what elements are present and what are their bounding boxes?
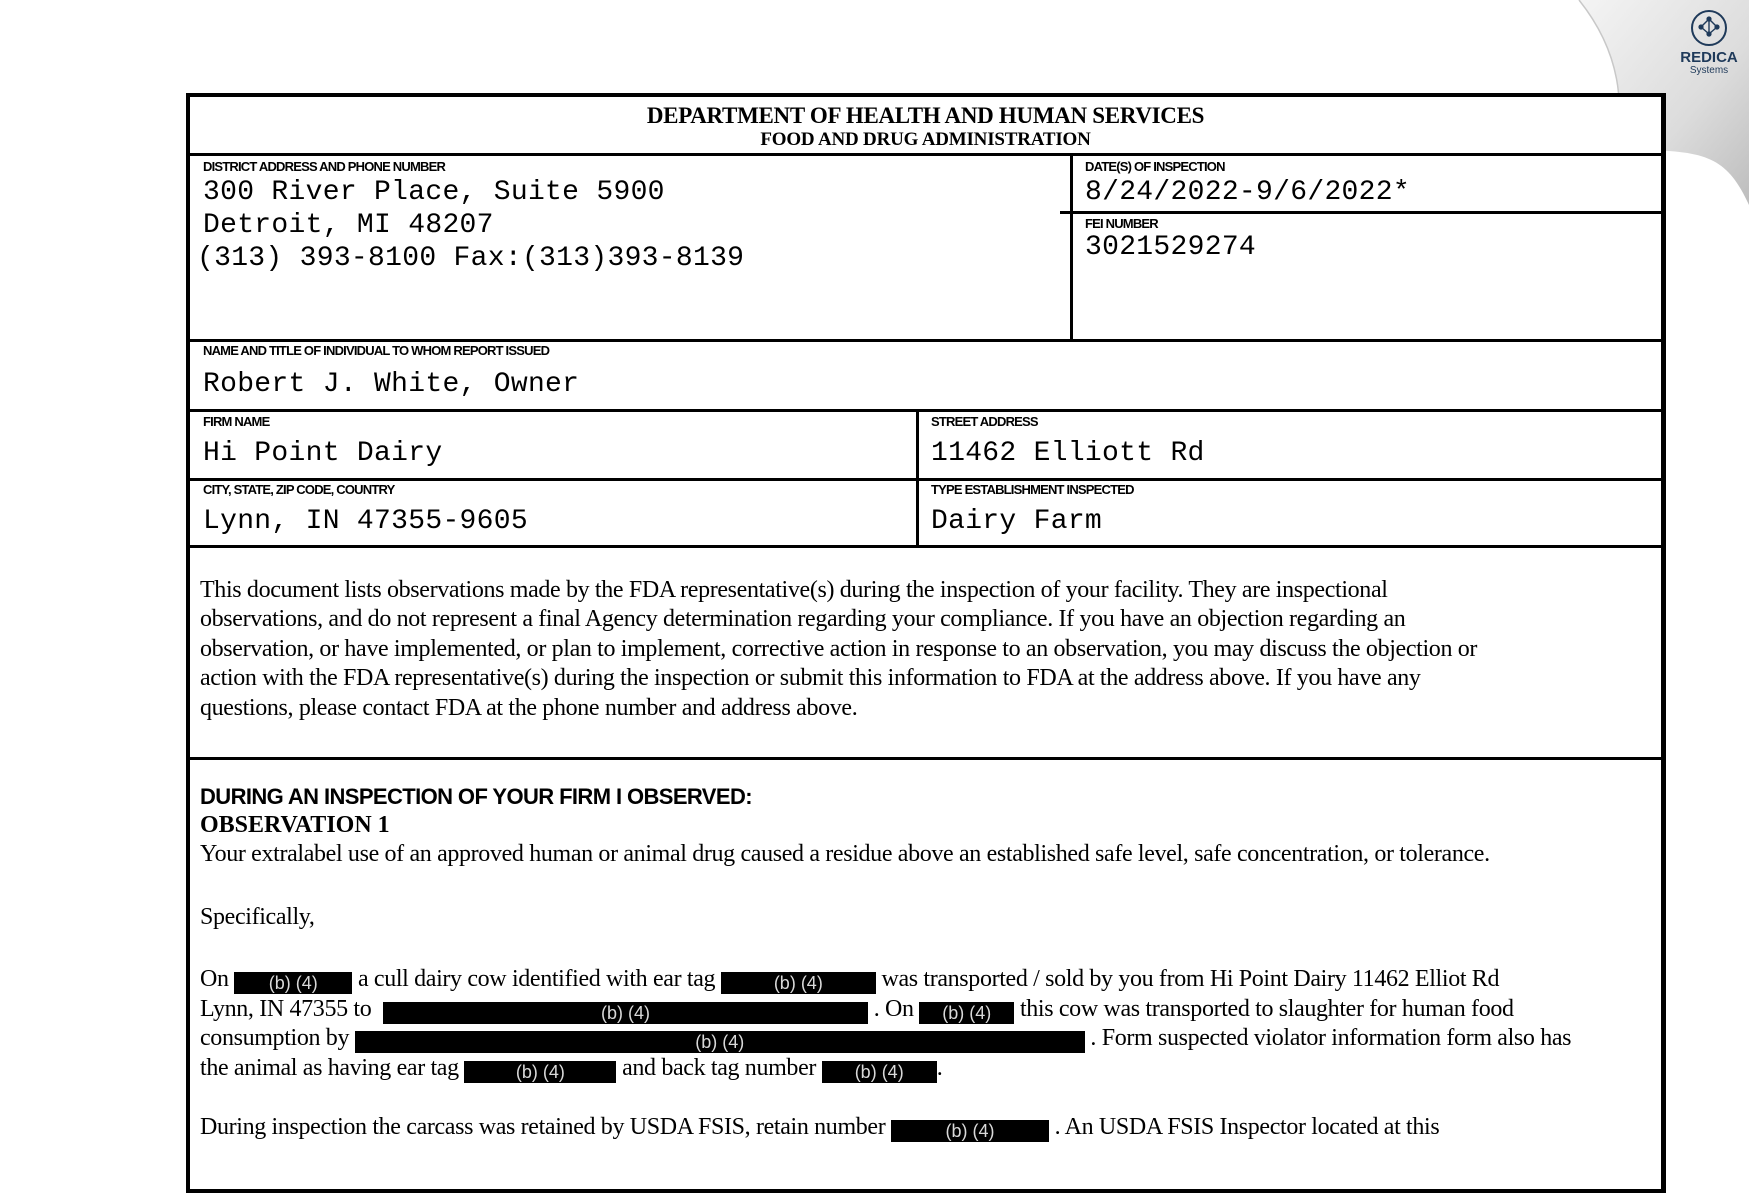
redaction-box: (b) (4) xyxy=(234,972,352,994)
observation-detail-line xyxy=(200,1024,1571,1054)
street-label: STREET ADDRESS xyxy=(931,414,1038,429)
redaction-box: (b) (4) xyxy=(355,1031,1085,1053)
observation-detail-line xyxy=(200,1113,1439,1143)
observation-title: OBSERVATION 1 xyxy=(200,812,390,838)
detail-text: a cull dairy cow identified with ear tag xyxy=(357,966,716,992)
redaction-box: (b) (4) xyxy=(822,1061,937,1083)
divider xyxy=(190,409,1661,412)
notice-line: observations, and do not represent a final Agency determination regarding your compliance. If you have an objection regarding an xyxy=(200,606,1406,632)
detail-text: this cow was transported to slaughter for human food xyxy=(1019,996,1514,1022)
observation-statement: Your extralabel use of an approved human or animal drug caused a residue above an established safe level, safe concentration, or tolerance. xyxy=(200,841,1490,867)
detail-text: and back tag number xyxy=(622,1055,817,1081)
observations-heading: DURING AN INSPECTION OF YOUR FIRM I OBSERVED: xyxy=(200,784,752,809)
district-phone: (313) 393-8100 Fax:(313)393-8139 xyxy=(197,243,745,274)
notice-line: observation, or have implemented, or plan to implement, corrective action in response to an observation, you may discuss the objection or xyxy=(200,636,1478,662)
specifically-text: Specifically, xyxy=(200,904,315,930)
fei-label: FEI NUMBER xyxy=(1085,216,1158,231)
detail-text: During inspection the carcass was retained by USDA FSIS, retain number xyxy=(200,1114,886,1140)
detail-text: On xyxy=(200,966,229,992)
inspection-dates: 8/24/2022-9/6/2022* xyxy=(1085,177,1410,208)
detail-text: Lynn, IN 47355 to xyxy=(200,996,372,1022)
agency-title: FOOD AND DRUG ADMINISTRATION xyxy=(760,129,1091,150)
redaction-box: (b) (4) xyxy=(891,1120,1049,1142)
notice-line: This document lists observations made by the FDA representative(s) during the inspection of your facility. They are inspectional xyxy=(200,577,1388,603)
detail-text: consumption by xyxy=(200,1025,350,1051)
detail-text: . Form suspected violator information form also has xyxy=(1090,1025,1572,1051)
divider xyxy=(1060,211,1661,214)
detail-text: . On xyxy=(873,996,914,1022)
fei-number: 3021529274 xyxy=(1085,232,1257,263)
redaction-box: (b) (4) xyxy=(919,1002,1014,1024)
district-address-line2: Detroit, MI 48207 xyxy=(203,210,494,241)
recipient-label: NAME AND TITLE OF INDIVIDUAL TO WHOM REPORT ISSUED xyxy=(203,343,550,358)
department-title: DEPARTMENT OF HEALTH AND HUMAN SERVICES xyxy=(646,103,1205,128)
observation-detail-line xyxy=(200,965,1640,995)
divider xyxy=(190,153,1661,156)
form-header xyxy=(190,103,1661,151)
redaction-box: (b) (4) xyxy=(383,1002,868,1024)
city-label: CITY, STATE, ZIP CODE, COUNTRY xyxy=(203,482,395,497)
observation-detail-line xyxy=(200,1054,942,1084)
divider xyxy=(916,409,919,547)
detail-text: . An USDA FSIS Inspector located at this xyxy=(1054,1114,1440,1140)
firm-name: Hi Point Dairy xyxy=(203,438,443,469)
detail-text: . xyxy=(936,1055,943,1081)
network-globe-icon xyxy=(1689,8,1729,48)
redaction-box: (b) (4) xyxy=(464,1061,616,1083)
detail-text: the animal as having ear tag xyxy=(200,1055,459,1081)
district-label: DISTRICT ADDRESS AND PHONE NUMBER xyxy=(203,159,446,174)
district-address-line1: 300 River Place, Suite 5900 xyxy=(203,177,665,208)
redaction-box: (b) (4) xyxy=(721,972,876,994)
divider xyxy=(190,757,1661,760)
divider xyxy=(1070,153,1073,341)
dates-label: DATE(S) OF INSPECTION xyxy=(1085,159,1225,174)
logo-subtitle: Systems xyxy=(1689,65,1729,76)
detail-text: was transported / sold by you from Hi Point Dairy 11462 Elliot Rd xyxy=(881,966,1500,992)
city-state-zip: Lynn, IN 47355-9605 xyxy=(203,506,528,537)
divider xyxy=(190,545,1661,548)
redica-logo xyxy=(1670,8,1748,76)
notice-line: action with the FDA representative(s) during the inspection or submit this information to FDA at the address above. If you have any xyxy=(200,665,1421,691)
divider xyxy=(190,339,1661,342)
notice-line: questions, please contact FDA at the phone number and address above. xyxy=(200,695,858,721)
divider xyxy=(190,478,1661,481)
logo-name: REDICA xyxy=(1680,49,1738,66)
observation-detail-line xyxy=(200,995,1514,1025)
recipient-name: Robert J. White, Owner xyxy=(203,369,580,400)
establishment-label: TYPE ESTABLISHMENT INSPECTED xyxy=(931,482,1134,497)
fda-form-483 xyxy=(186,93,1666,1193)
street-address: 11462 Elliott Rd xyxy=(931,438,1205,469)
firm-label: FIRM NAME xyxy=(203,414,270,429)
establishment-type: Dairy Farm xyxy=(931,506,1103,537)
